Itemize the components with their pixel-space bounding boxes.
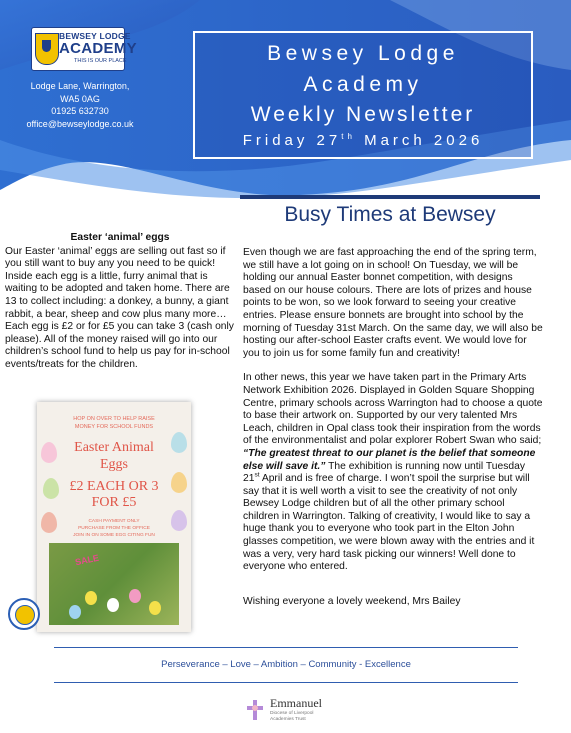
arts-text-a: In other news, this year we have taken part in the Primary Arts Network Exhibition 2026. Displayed in Golden Square Shopping Centre, primary schools across Warrington had to choose a quote to base their artwork on. Supported by our very talented Mrs Leach, children in Opal class took their inspiration from the words of the environmentalist and polar explorer Robert Swan who said; [243,372,543,447]
sale-sign: SALE [74,552,100,568]
arts-text-c: April and is free of charge. I won’t spoil the surprise but will say that it is well worth a visit to see the creativity of not only Bewsey Lodge children but of all the other primary school children in Warrington. Talking of creativity, I would like to say a huge thank you to everyone who took part in the Elton John glasses competition, we were blown away with the entries and it was a very, very hard task picking our winners! Well done to everyone who entered. [243,473,535,573]
school-logo [31,27,137,71]
easter-eggs-poster [37,402,191,632]
date-rest: March 2026 [355,132,484,149]
easter-eggs-paragraph2: Each egg is £2 or for £5 you can take 3 (cash only please). All of the money raised will go into our children’s school fund to help us pay for in-school events/treats for the children. [5,321,234,370]
poster-title2: Eggs [100,457,128,472]
left-column [5,232,235,372]
trust-sub1: Diocese of Liverpool [270,711,314,716]
school-values: Perseverance – Love – Ambition – Community - Excellence [161,659,411,670]
logo-line1: BEWSEY LODGE [59,31,131,41]
arts-network-paragraph [243,372,543,574]
right-column [243,247,543,586]
logo-line2: ACADEMY [59,40,137,57]
trust-subtitle [270,711,313,723]
newsletter-title-box [193,31,533,159]
arts-text-b: The exhibition is running now until Tuesday 21 [243,460,525,485]
poster-note1: CASH PAYMENT ONLY [88,519,140,524]
section-heading-bar [240,195,540,231]
easter-eggs-heading: Easter ‘animal’ eggs [70,232,170,243]
footer-divider-top [54,647,518,648]
trust-name: Emmanuel [270,696,322,710]
address-phone: 01925 632730 [51,106,109,116]
trust-sub2: Academies Trust [270,717,306,722]
toy-chick-icon [149,601,161,615]
logo-tagline: THIS IS OUR PLACE [74,58,127,64]
easter-eggs-paragraph1: Our Easter ‘animal’ eggs are selling out fast so if you still want to buy any you need to be quick! Inside each egg is a little, furry animal that is waiting to be adopted and taken home. There are 13 to collect including: a donkey, a bunny, a giant rabbit, a bear, sheep and cow plus many more… [5,245,230,320]
toy-egg-icon [129,589,141,603]
signoff: Wishing everyone a lovely weekend, Mrs Bailey [243,596,461,607]
toy-egg-icon [69,605,81,619]
robert-swan-quote: “The greatest threat to our planet is the belief that someone else will save it.” [243,447,536,472]
newsletter-date [195,132,531,149]
date-suffix: th [341,132,356,141]
poster-title1: Easter Animal [74,440,154,455]
address-line: Lodge Lane, Warrington, [30,81,130,91]
title-line2: Academy [303,73,423,96]
footer-divider-bottom [54,682,518,683]
school-address [18,80,142,130]
section-heading: Busy Times at Bewsey [284,203,496,226]
title-line1: Bewsey Lodge [267,42,459,65]
poster-price1: £2 EACH OR 3 [69,479,159,494]
address-postcode: WA5 0AG [60,93,100,104]
poster-note2: PURCHASE FROM THE OFFICE [78,526,150,531]
toy-chick-icon [85,591,97,605]
award-badge-icon [8,598,40,630]
arts-date-suffix: st [254,471,260,479]
trust-logo [245,693,365,727]
eggs-photo [49,543,179,625]
poster-note3: JOIN IN ON SOME EGG CITING FUN [73,533,155,538]
poster-line1: HOP ON OVER TO HELP RAISE [73,416,155,422]
date-prefix: Friday 27 [242,132,342,149]
school-crest-icon [35,33,59,65]
poster-price2: FOR £5 [91,495,137,510]
toy-bunny-icon [107,598,119,612]
title-line3: Weekly Newsletter [250,103,476,126]
trust-cross-icon [245,699,265,721]
poster-line2: MONEY FOR SCHOOL FUNDS [74,424,154,430]
address-email[interactable]: office@bewseylodge.co.uk [26,118,134,129]
bonnet-paragraph: Even though we are fast approaching the end of the spring term, we still have a lot going on in school! On Tuesday, we will be holding our annual Easter bonnet competition, with designs based on our house colours. There are lots of prizes and house points to be won, so we look forward to seeing your creative entries. Please ensure bonnets are brought into school by the morning of Tuesday 31st March. On the same day, we will also be hosting our after-school Easter crafts event. We would love for you to join us for some family fun and creativity! [243,247,543,359]
